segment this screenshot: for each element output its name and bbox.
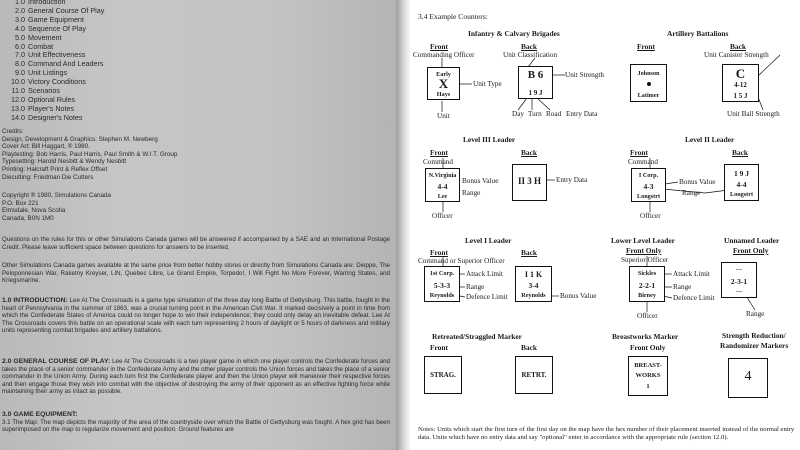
label-l2-command: Command (628, 158, 658, 166)
toc-number: 8.0 (15, 59, 25, 69)
label-unit: Unit (437, 112, 450, 120)
copyright-line: P.O. Box 221 (2, 199, 39, 207)
level1-front-bottom: Reynolds (429, 292, 455, 299)
infantry-front-counter (427, 67, 460, 100)
retreated-counter (515, 356, 553, 394)
copyright-line: Copyright ® 1980, Simulations Canada (2, 192, 111, 199)
toc-number: 5.0 (15, 32, 25, 42)
breastworks-counter (628, 356, 668, 396)
toc-title: Sequence Of Play (28, 23, 86, 33)
unnamed-leader-counter (721, 262, 757, 298)
retreated-back-label: Back (521, 343, 538, 352)
level2-back-top: 1 9 J (734, 169, 749, 178)
toc-number: 2.0 (15, 5, 25, 15)
level1-back-counter (515, 266, 552, 302)
artillery-front-label: Front (637, 42, 655, 51)
label-entry-data: Entry Data (566, 110, 598, 118)
artillery-front-top: Johnson (637, 70, 660, 77)
toc-number: 12.0 (11, 94, 25, 104)
toc-number: 7.0 (15, 50, 25, 60)
strength-counter (728, 358, 768, 398)
label-ll-range: Range (673, 283, 692, 291)
level1-back-bottom: Reynolds (521, 292, 546, 299)
infantry-front-top: Early (436, 71, 451, 78)
lower-leader-front-only: Front Only (626, 246, 662, 255)
strength-title-2: Randomizer Markers (720, 341, 789, 350)
infantry-back-label: Back (521, 42, 538, 51)
label-l1-command: Command or Superior Officer (418, 257, 505, 265)
toc-number: 4.0 (15, 23, 25, 33)
label-l3-command: Command (423, 158, 453, 166)
toc-number: 11.0 (11, 86, 25, 96)
label-l3-officer: Officer (432, 212, 453, 220)
level1-title: Level I Leader (465, 236, 512, 245)
artillery-front-bottom: Latimer (637, 92, 660, 99)
section-2-body: Lee At The Crossroads is a two player game in which one player controls the Confederate forces and takes the place of a senior commander in the Confederate Army and the other player controls the Union forces and takes the place of a senior commander in the Union Army. During each turn first the Confederate player and then the Union player will maneuver their respective forces and then engage those they wish into combat with the objective of destroying the army of their opponent as an effective fighting force while maintaining their army as intact as possible. (2, 358, 390, 395)
level3-front-top: N.Virginia (428, 172, 457, 179)
toc-number: 9.0 (15, 68, 25, 78)
level3-title: Level III Leader (463, 135, 516, 144)
credit-line: Cover Art: Bill Haggart, ® 1980. (2, 143, 90, 151)
level3-front-label: Front (430, 148, 448, 157)
strength-title-1: Strength Reduction/ (722, 331, 786, 340)
level1-back-mid: 3-4 (528, 281, 539, 290)
level2-back-bottom: Longstrt (729, 191, 754, 198)
section-3-body: 3.1 The Map: The map depicts the majority of the area of the countryside over which the Battle of Gettysburg was fought. A hex grid has been superimposed on the map to regularize movement and position. Ground features are (2, 418, 390, 433)
credits-block (2, 128, 390, 181)
label-l2-bonus-value: Bonus Value (679, 178, 716, 186)
label-l2-range: Range (682, 189, 701, 197)
page-gutter (396, 0, 410, 450)
level1-front-top: 1st Corp. (429, 270, 455, 277)
unnamed-leader-title: Unnamed Leader (724, 236, 780, 245)
label-unit-strength: Unit Strength (565, 71, 604, 79)
infantry-title: Infantry & Calvary Brigades (468, 29, 560, 38)
level2-title: Level II Leader (685, 135, 735, 144)
level1-back-top: I 1 K (524, 270, 543, 279)
toc-number: 1.0 (15, 0, 25, 6)
infantry-back-bottom: 1 9 J (528, 89, 543, 97)
infantry-front-bottom: Hays (436, 91, 451, 98)
label-unit-classification: Unit Classification (503, 51, 558, 59)
section-1-heading: 1.0 INTRODUCTION: (2, 297, 68, 304)
label-commanding-officer: Commanding Officer (413, 51, 475, 59)
toc-title: General Course Of Play (28, 5, 105, 15)
breastworks-line1: BREAST- (634, 362, 662, 369)
level2-back-label: Back (732, 148, 749, 157)
label-l3-bonus-value: Bonus Value (462, 177, 499, 185)
level3-back-counter (512, 164, 547, 201)
section-3-heading: 3.0 GAME EQUIPMENT: (2, 411, 78, 418)
retreated-title: Retreated/Straggled Marker (432, 332, 522, 341)
label-unit-type: Unit Type (473, 80, 502, 88)
level3-front-bottom: Lee (437, 193, 448, 200)
level2-back-counter (724, 164, 759, 201)
toc-title: Command And Leaders (28, 59, 104, 69)
toc-number: 3.0 (15, 14, 25, 24)
credit-line: Printing: Halcraft Print & Reflex Offset (2, 165, 108, 173)
credit-line: Playtesting: Bob Harris, Paul Harris, Paul Smith & W.I.T. Group (2, 150, 178, 158)
unnamed-leader-mid: 2-3-1 (730, 277, 748, 286)
toc-item (2, 114, 104, 123)
section-2-paragraph (2, 358, 390, 396)
level2-front-counter (631, 168, 666, 202)
infantry-front-label: Front (430, 42, 448, 51)
toc-title: Player's Notes (28, 103, 75, 113)
toc-title: Movement (28, 32, 62, 42)
toc-title: Introduction (28, 0, 66, 6)
label-ul-range: Range (746, 310, 765, 318)
straggled-text: STRAG. (430, 371, 456, 379)
toc-title: Optional Rules (28, 94, 76, 104)
unnamed-leader-top: --- (735, 266, 743, 273)
level2-back-mid: 4-4 (736, 180, 747, 189)
credit-line: Diecutting: Friedman Die Cutters (2, 173, 94, 181)
label-unit-ball-strength: Unit Ball Strength (727, 110, 780, 118)
toc-title: Combat (28, 41, 54, 51)
toc-number: 10.0 (11, 77, 25, 87)
label-ll-defence-limit: Defence Limit (673, 294, 715, 302)
strength-value: 4 (744, 369, 752, 384)
section-2-heading: 2.0 GENERAL COURSE OF PLAY: (2, 358, 111, 365)
level1-front-mid: 5-3-3 (433, 281, 451, 290)
label-road: Road (546, 110, 562, 118)
label-l1-bonus-value: Bonus Value (560, 292, 597, 300)
table-of-contents (2, 0, 104, 123)
breastworks-line3: 1 (646, 383, 650, 390)
level2-front-label: Front (630, 148, 648, 157)
infantry-back-main: B 6 (527, 69, 544, 81)
label-turn: Turn (528, 110, 542, 118)
label-day: Day (512, 110, 524, 118)
level3-back-main: II 3 H (517, 176, 541, 186)
artillery-symbol-icon (647, 82, 651, 86)
lower-leader-title: Lower Level Leader (611, 236, 675, 245)
copyright-block (2, 192, 390, 222)
level1-front-counter (424, 266, 460, 302)
section-1-body: Lee At The Crossroads is a game type simulation of the three day long Battle of Gettysburg. This battle, fought in the heart of Pennsylvania in the summer of 1863, was a crucial turning point in the American Civil War. It marked decisively a point in time from which the Confederate States of America could no longer hope to win their independence; they could only delay an inevitable defeat. Lee At The Crossroads covers this battle on an operational scale with each turn representing 2 hours of daylight or 5 hours of darkness and military units representing combat brigades and artillery battalions. (2, 297, 390, 334)
other-games-paragraph: Other Simulations Canada games available at the same price from better hobby stores or directly from Simulations Canada are: Dieppe, The Peloponnesian War, Raketny Kreyser, LIN, Quebec Libre, Le Grand Empire, Torpedo!, I Will Fight No More Forever, Warring States, and Kriegsmarine. (2, 262, 390, 284)
label-l2-officer: Officer (640, 212, 661, 220)
level3-back-label: Back (521, 148, 538, 157)
artillery-back-mid: 4-12 (734, 81, 747, 89)
level2-front-top: I Corp. (638, 172, 659, 179)
breastworks-front-only: Front Only (630, 343, 666, 352)
toc-title: Scenarios (28, 86, 60, 96)
level1-back-label: Back (521, 248, 538, 257)
label-l1-range: Range (466, 283, 485, 291)
level2-front-mid: 4-3 (643, 182, 654, 191)
toc-title: Designer's Notes (28, 112, 83, 122)
retreated-front-label: Front (430, 343, 448, 352)
artillery-front-counter (630, 64, 667, 102)
line-road (537, 98, 550, 110)
toc-number: 13.0 (11, 103, 25, 113)
right-page (410, 0, 800, 450)
credit-line: Typesetting: Harold Nesbitt & Wendy Nesbitt (2, 158, 127, 166)
infantry-back-counter (518, 66, 553, 99)
toc-title: Unit Listings (28, 68, 68, 78)
credits-title: Credits: (2, 128, 24, 135)
breastworks-line2: WORKS (635, 372, 661, 379)
lower-leader-top: Sickles (637, 270, 657, 277)
toc-number: 14.0 (11, 112, 25, 122)
artillery-back-top: C (735, 66, 746, 81)
unnamed-leader-front-only: Front Only (733, 246, 769, 255)
toc-title: Game Equipment (28, 14, 84, 24)
toc-number: 6.0 (15, 41, 25, 51)
straggled-counter (424, 356, 462, 394)
section-1-paragraph (2, 297, 390, 335)
level3-front-mid: 4-4 (437, 182, 448, 191)
label-ll-officer: Officer (637, 312, 658, 320)
infantry-front-symbol: X (438, 76, 449, 91)
copyright-line: Canada, B0N 1M0 (2, 214, 54, 222)
label-ll-superior-officer: Superior Officer (621, 256, 669, 264)
lower-leader-counter (629, 266, 665, 302)
level1-front-label: Front (430, 248, 448, 257)
label-unit-canister-strength: Unit Canister Strength (704, 51, 769, 59)
toc-title: Victory Conditions (28, 77, 86, 87)
toc-title: Unit Effectiveness (28, 50, 86, 60)
label-ll-attack-limit: Attack Limit (673, 270, 710, 278)
left-page (0, 0, 396, 450)
questions-paragraph: Questions on the rules for this or other Simulations Canada games will be answered if accompanied by a SAE and an International Postage Credit. Please leave sufficient space between questions for answers to be inserted. (2, 236, 390, 251)
section-title: 3.4 Example Counters: (418, 12, 488, 21)
label-l1-attack-limit: Attack Limit (466, 270, 503, 278)
label-l3-entry-data: Entry Data (556, 176, 588, 184)
artillery-back-label: Back (730, 42, 747, 51)
level2-front-bottom: Longstrt (636, 193, 661, 200)
lower-leader-mid: 2-2-1 (638, 281, 656, 290)
breastworks-title: Breastworks Marker (612, 332, 679, 341)
credits-list (2, 136, 390, 182)
credit-line: Design, Development & Graphics: Stephen M. Newberg (2, 135, 158, 143)
retreated-text: RETRT. (521, 371, 547, 379)
line-day (518, 98, 527, 110)
notes: Notes: Units which start the first turn of the first day on the map have the hex number of their placement inserted instead of the normal entry data. Units which have no entry data and say "optional" enter in accordance with the appropriate rule (section 12.0). (418, 426, 795, 441)
artillery-title: Artillery Battalions (667, 29, 729, 38)
copyright-line: Elmsdale, Nova Scotia (2, 207, 66, 215)
level3-front-counter (425, 168, 460, 202)
unnamed-leader-bottom: --- (735, 288, 743, 295)
label-l3-range: Range (462, 189, 481, 197)
artillery-back-bottom: 1 5 J (733, 92, 748, 100)
section-3-paragraph (2, 411, 390, 434)
artillery-back-counter (722, 64, 759, 102)
label-l1-defence-limit: Defence Limit (466, 293, 508, 301)
lower-leader-bottom: Birney (638, 292, 656, 299)
